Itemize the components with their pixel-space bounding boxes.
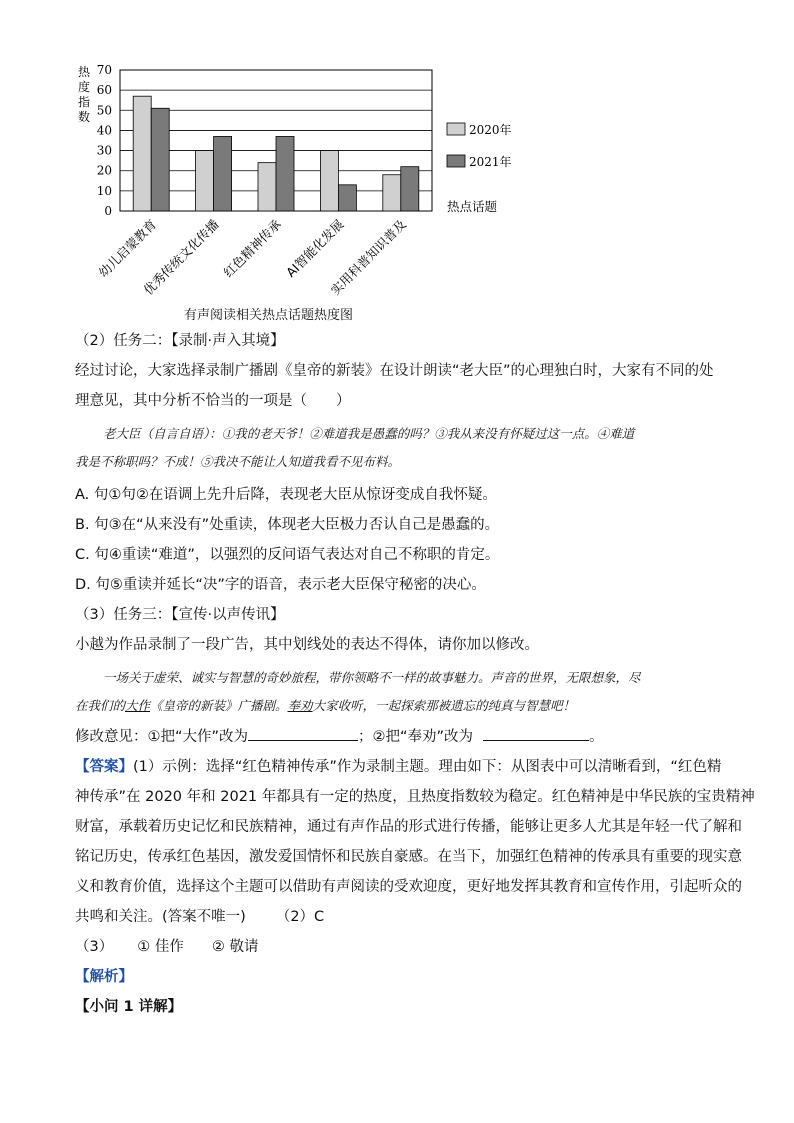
answer-line-2: 神传承”在 2020 年和 2021 年都具有一定的热度，且热度指数较为稳定。红色精神是中华民族的宝贵精神 xyxy=(75,789,755,805)
x-tick-label: 优秀传统文化传播 xyxy=(140,216,222,298)
task2-para1: 经过讨论，大家选择录制广播剧《皇帝的新装》在设计朗读“老大臣”的心理独白时，大家有不同的处 xyxy=(75,363,714,379)
answer-line-1 xyxy=(75,752,725,782)
answer-text-7b: ① 佳作 xyxy=(137,939,184,955)
answer-blank-2[interactable] xyxy=(483,724,589,741)
bar-1-1 xyxy=(133,96,151,211)
answer-tag: 【答案】 xyxy=(75,759,133,775)
option-b: B. 句③在“从来没有”处重读，体现老大臣极力否认自己是愚蠢的。 xyxy=(75,517,500,533)
bar-1-4 xyxy=(320,151,338,211)
legend-swatch xyxy=(447,123,465,135)
task2-section xyxy=(75,326,755,1022)
answer-line-5: 义和教育价值，选择这个主题可以借助有声阅读的受欢迎度，更好地发挥其教育和宣传作用，引起听众的 xyxy=(75,879,742,895)
ad-line-1: 一场关于虚荣、诚实与智慧的奇妙旅程，带你领略不一样的故事魅力。声音的世界，无限想象，尽 xyxy=(103,670,641,685)
answer-text-6a: 共鸣和关注。(答案不唯一) xyxy=(75,909,246,925)
option-a: A. 句①句②在语调上先升后降，表现老大臣从惊讶变成自我怀疑。 xyxy=(75,487,497,503)
y-tick-label: 40 xyxy=(96,123,112,138)
x-axis-label: 热点话题 xyxy=(447,199,498,214)
y-tick-label: 30 xyxy=(96,143,112,158)
x-tick-label: 红色精神传承 xyxy=(220,216,285,281)
bar-chart xyxy=(60,58,540,328)
bar-1-5 xyxy=(383,175,401,211)
chart-svg xyxy=(60,58,540,328)
x-tick-label: AI智能化发展 xyxy=(283,216,347,280)
bar-2-4 xyxy=(338,185,356,211)
task2-heading-prefix: （2）任务二： xyxy=(75,333,172,349)
task2-heading-tag: 【录制·声入其境】 xyxy=(171,333,285,349)
analysis-subheading: 【小问 1 详解】 xyxy=(75,999,183,1015)
answer-text-7c: ② 敬请 xyxy=(211,939,259,955)
ad-text-b: 《皇帝的新装》广播剧。 xyxy=(150,698,288,713)
task3-heading xyxy=(75,600,725,630)
task2-para2: 理意见，其中分析不恰当的一项是（ ） xyxy=(75,393,351,409)
answer-line-7 xyxy=(75,932,725,962)
answer-text-1: (1）示例：选择“红色精神传承”作为录制主题。理由如下：从图表中可以清晰看到，“红色精 xyxy=(133,759,722,775)
y-tick-label: 60 xyxy=(96,83,112,98)
y-axis-label-char: 度 xyxy=(77,80,91,94)
legend-swatch xyxy=(447,155,465,167)
analysis-tag: 【解析】 xyxy=(75,969,133,985)
ad-text-c: 大家收听，一起探索那被遗忘的纯真与智慧吧！ xyxy=(312,698,576,713)
bar-2-3 xyxy=(276,136,294,211)
ad-text-a: 在我们的 xyxy=(75,698,126,713)
option-d: D. 句⑤重读并延长“决”字的语音，表示老大臣保守秘密的决心。 xyxy=(75,577,486,593)
x-tick-label: 实用科普知识普及 xyxy=(327,216,409,298)
y-tick-label: 50 xyxy=(96,103,112,118)
task3-para1: 小越为作品录制了一段广告，其中划线处的表达不得体，请你加以修改。 xyxy=(75,637,539,653)
y-tick-label: 0 xyxy=(104,204,112,218)
legend-label: 2020年 xyxy=(469,123,512,137)
y-tick-label: 20 xyxy=(96,163,112,178)
chart-caption: 有声阅读相关热点话题热度图 xyxy=(184,308,354,323)
x-tick-label: 幼儿启蒙教育 xyxy=(95,216,160,281)
ad-line-2 xyxy=(75,692,725,720)
task3-heading-tag: 【宣传·以声传讯】 xyxy=(171,607,285,623)
y-tick-label: 10 xyxy=(96,183,112,198)
quote-line-2: 我是不称职吗？不成！⑤我决不能让人知道我看不见布料。 xyxy=(75,454,401,469)
answer-text-7a: （3） xyxy=(75,939,114,955)
legend-label: 2021年 xyxy=(469,155,512,169)
y-axis-label-char: 指 xyxy=(77,95,91,109)
y-axis-label-char: 数 xyxy=(77,110,91,124)
bar-2-1 xyxy=(151,108,169,211)
answer-blank-1[interactable] xyxy=(248,724,358,741)
ad-underlined-1: 大作 xyxy=(125,698,151,713)
bar-2-5 xyxy=(401,167,419,211)
task3-heading-prefix: （3）任务三： xyxy=(75,607,172,623)
fix-text-a: 修改意见：①把“大作”改为 xyxy=(75,729,249,745)
answer-line-4: 铭记历史，传承红色基因，激发爱国情怀和民族自豪感。在当下，加强红色精神的传承具有重要的现实意 xyxy=(75,849,742,865)
bar-2-2 xyxy=(214,136,232,211)
fix-text-c: 。 xyxy=(589,729,604,745)
answer-line-6 xyxy=(75,902,725,932)
answer-line-3: 财富，承载着历史记忆和民族精神，通过有声作品的形式进行传播，能够让更多人尤其是年轻一代了解和 xyxy=(75,819,742,835)
y-tick-label: 70 xyxy=(96,63,112,77)
quote-line-1: 老大臣（自言自语）：①我的老天爷！②难道我是愚蠢的吗？③我从来没有怀疑过这一点。④难道 xyxy=(103,426,635,441)
fix-text-b: ；②把“奉劝”改为 xyxy=(358,729,474,745)
bar-1-2 xyxy=(196,151,214,211)
bar-1-3 xyxy=(258,163,276,211)
task2-heading xyxy=(75,326,725,356)
revision-line xyxy=(75,722,725,752)
option-c: C. 句④重读“难道”，以强烈的反问语气表达对自己不称职的肯定。 xyxy=(75,547,500,563)
answer-text-6b: （2）C xyxy=(275,909,325,925)
y-axis-label-char: 热 xyxy=(77,65,91,79)
ad-underlined-2: 奉劝 xyxy=(287,698,313,713)
